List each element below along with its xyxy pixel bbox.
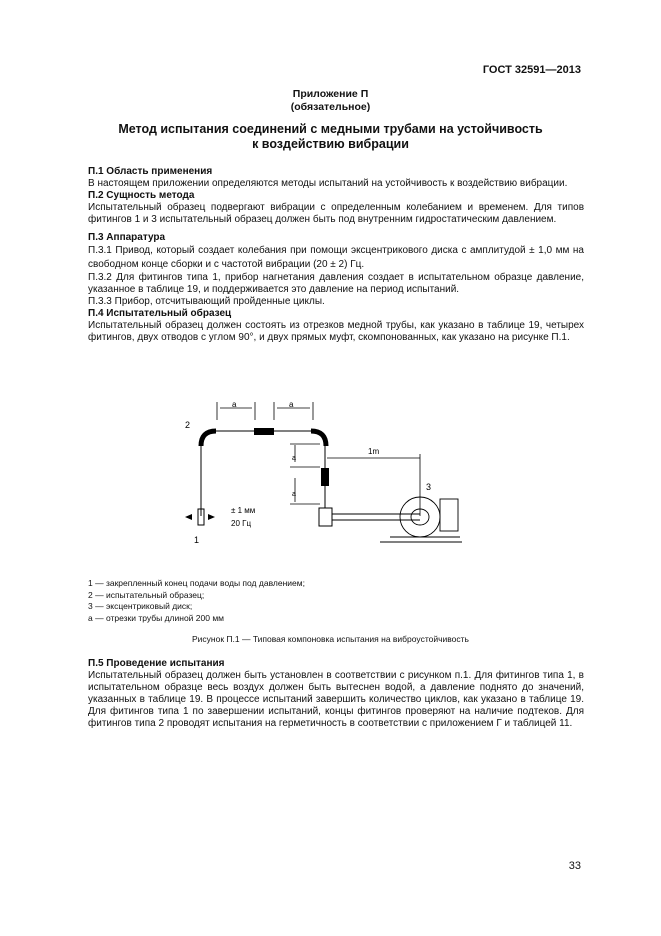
- section-p2-text: Испытательный образец подвергают вибрации с определенным колебанием и временем. Для типов фитингов 1 и 3 испытательный образец должен быть под внутренним гидростатическим давлением.: [88, 202, 584, 225]
- annex-heading: [0, 88, 661, 114]
- section-p33-text: П.3.3 Прибор, отсчитывающий пройденные циклы.: [88, 296, 325, 307]
- title-line-1: Метод испытания соединений с медными трубами на устойчивость: [118, 122, 543, 136]
- section-p31-text: П.3.1 Привод, который создает колебания при помощи эксцентрикового диска с амплитудой ± 1,0 мм на свободном конце сборки и с частотой вибрации (20 ± 2) Гц.: [88, 245, 584, 270]
- vibration-test-figure: [170, 398, 470, 548]
- sections-top: [88, 166, 584, 344]
- section-p4-text: Испытательный образец должен состоять из отрезков медной трубы, как указано в таблице 19, четырех фитингов, двух отводов с углом 90°, и двух прямых муфт, скомпонованных, как указано на рисунке П.1.: [88, 320, 584, 343]
- annex-title: Приложение П: [292, 88, 369, 100]
- section-p5: [88, 658, 584, 730]
- document-title: [0, 122, 661, 152]
- section-p3-heading: П.3 Аппаратура: [88, 232, 166, 243]
- label-3: 3: [426, 482, 432, 492]
- legend-item-3: 3 — эксцентриковый диск;: [88, 601, 193, 611]
- legend-item-1: 1 — закрепленный конец подачи воды под давлением;: [88, 578, 305, 588]
- section-p5-text: Испытательный образец должен быть установлен в соответствии с рисунком п.1. Для фитингов типа 1, в испытательном образце весь воздух должен быть вытеснен водой, а давление поднято до значений, указанных в таблице 19. В процессе испытаний завершить количество циклов, как указано в таблице 19. Для фитингов типа 1 по завершении испытаний, концы фитингов проверяют на наличие подтеков. Для фитингов типа 2 проводят испытания на герметичность в соответствии с приложением Г и таблицей 11.: [88, 670, 584, 729]
- section-p1-text: В настоящем приложении определяются методы испытаний на устойчивость к воздействию вибрации.: [88, 178, 568, 189]
- legend-item-2: 2 — испытательный образец;: [88, 589, 205, 600]
- amplitude-label: ± 1 мм: [231, 506, 256, 515]
- dim-a-right: a: [289, 400, 294, 409]
- dim-a-vertical-1: a: [292, 455, 296, 462]
- frequency-label: 20 Гц: [231, 519, 252, 528]
- section-p2-heading: П.2 Сущность метода: [88, 190, 195, 201]
- section-p1-heading: П.1 Область применения: [88, 166, 213, 177]
- standard-number: ГОСТ 32591—2013: [482, 64, 581, 76]
- dim-a-vertical-2: a: [292, 491, 296, 498]
- title-line-2: к воздействию вибрации: [252, 137, 409, 151]
- annex-status: (обязательное): [290, 101, 371, 113]
- figure-legend: [88, 578, 305, 624]
- label-1: 1: [194, 535, 200, 545]
- page-number: 33: [568, 860, 581, 872]
- legend-item-4: а — отрезки трубы длиной 200 мм: [88, 612, 225, 623]
- label-2: 2: [185, 420, 191, 430]
- figure-caption: Рисунок П.1 — Типовая компоновка испытания на виброустойчивость: [192, 634, 469, 644]
- section-p4-heading: П.4 Испытательный образец: [88, 308, 232, 319]
- dim-one-meter: 1m: [368, 447, 380, 456]
- dim-a-left: a: [232, 400, 237, 409]
- section-p5-heading: П.5 Проведение испытания: [88, 658, 225, 669]
- section-p32-text: П.3.2 Для фитингов типа 1, прибор нагнетания давления создает в испытательном образце давление, указанное в таблице 19, и поддерживается это давление на период испытаний.: [88, 272, 584, 295]
